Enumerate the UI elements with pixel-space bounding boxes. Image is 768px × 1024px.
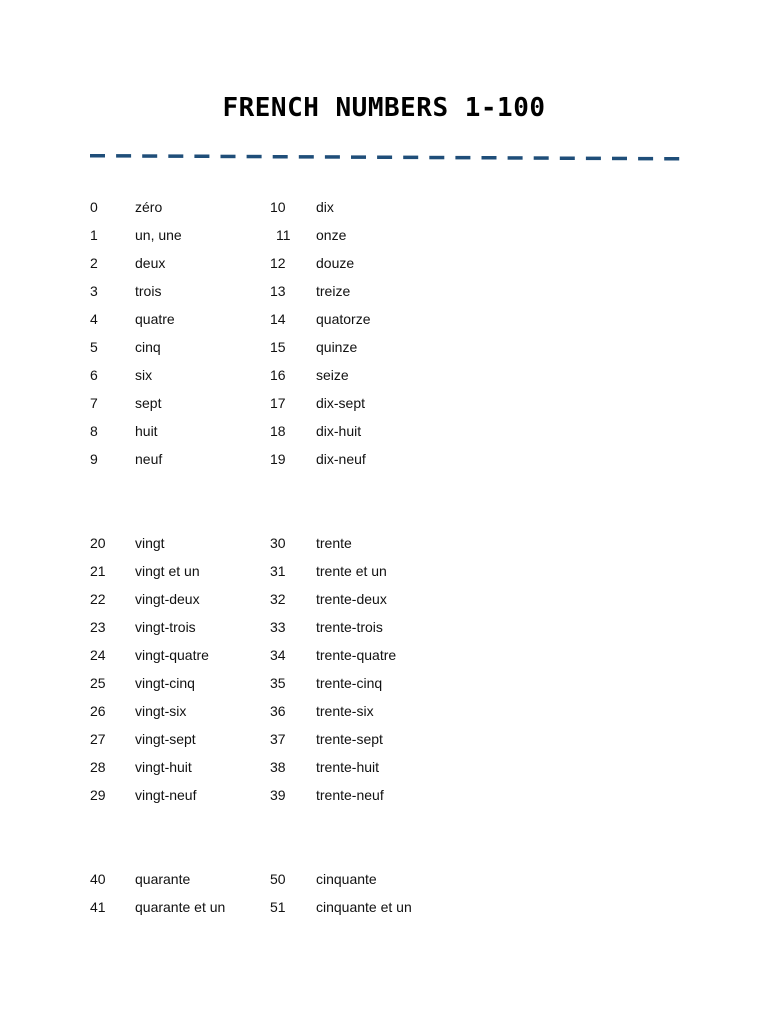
number-digit: 36 [270,703,286,719]
number-digit: 8 [90,423,98,439]
number-word: vingt-sept [135,731,196,747]
number-word: quatorze [316,311,371,327]
divider-dash [168,154,183,158]
number-digit: 32 [270,591,286,607]
divider-dash [403,156,418,160]
table-row [0,871,768,899]
divider-dash [194,155,209,159]
number-digit: 38 [270,759,286,775]
number-word: vingt-trois [135,619,196,635]
number-digit: 29 [90,787,106,803]
number-word: vingt et un [135,563,200,579]
number-word: cinquante et un [316,899,412,915]
number-word: dix-huit [316,423,362,439]
divider-dash [377,156,392,160]
number-word: trente et un [316,563,387,579]
divider-dash [273,155,288,159]
number-word: trente [316,535,352,551]
number-digit: 40 [90,871,106,887]
number-word: trente-trois [316,619,383,635]
number-digit: 18 [270,423,286,439]
number-word: cinq [135,339,161,355]
number-word: deux [135,255,166,271]
divider-dash [90,154,105,158]
number-word: trente-neuf [316,787,384,803]
number-word: onze [316,227,347,243]
number-digit: 30 [270,535,286,551]
number-word: trente-huit [316,759,380,775]
divider-dash [508,156,523,160]
number-digit: 0 [90,199,98,215]
number-word: sept [135,395,162,411]
divider-dash [221,155,236,159]
dashed-divider [90,150,687,162]
number-word: trente-deux [316,591,387,607]
table-row [0,199,768,227]
number-digit: 37 [270,731,286,747]
number-word: dix-neuf [316,451,366,467]
number-word: quarante [135,871,191,887]
table-row [0,731,768,759]
divider-dash [638,157,653,161]
number-digit: 15 [270,339,286,355]
number-digit: 5 [90,339,98,355]
divider-dash [142,154,157,158]
number-table-40-51 [0,871,768,927]
number-digit: 23 [90,619,106,635]
number-word: un, une [135,227,182,243]
table-row [0,311,768,339]
number-digit: 26 [90,703,106,719]
table-row [0,451,768,479]
divider-dash [299,155,314,159]
table-row [0,619,768,647]
number-digit: 4 [90,311,98,327]
number-word: trente-cinq [316,675,383,691]
table-row [0,339,768,367]
number-digit: 50 [270,871,286,887]
number-word: huit [135,423,158,439]
table-row [0,395,768,423]
number-digit: 7 [90,395,98,411]
number-word: vingt-deux [135,591,200,607]
table-row [0,703,768,731]
number-digit: 1 [90,227,98,243]
table-row [0,591,768,619]
number-word: trente-six [316,703,374,719]
number-word: quinze [316,339,358,355]
number-word: vingt-six [135,703,187,719]
number-word: zéro [135,199,163,215]
number-word: dix-sept [316,395,366,411]
divider-dash [612,157,627,161]
divider-dash [351,155,366,159]
number-word: dix [316,199,334,215]
table-row [0,675,768,703]
number-word: douze [316,255,355,271]
number-digit: 11 [276,227,291,243]
divider-dash [664,157,679,161]
number-digit: 10 [270,199,286,215]
divider-dash [534,156,549,160]
number-word: cinquante [316,871,377,887]
number-digit: 21 [90,563,106,579]
table-row [0,787,768,815]
number-digit: 24 [90,647,106,663]
number-digit: 20 [90,535,106,551]
number-word: vingt-quatre [135,647,209,663]
table-row [0,899,768,927]
number-word: six [135,367,153,383]
number-digit: 25 [90,675,106,691]
divider-dash [482,156,497,160]
number-word: treize [316,283,351,299]
number-digit: 13 [270,283,286,299]
table-row [0,283,768,311]
number-word: vingt-huit [135,759,192,775]
number-digit: 16 [270,367,286,383]
number-word: vingt-cinq [135,675,195,691]
table-row [0,535,768,563]
number-digit: 19 [270,451,286,467]
number-digit: 39 [270,787,286,803]
number-digit: 28 [90,759,106,775]
table-row [0,423,768,451]
number-digit: 51 [270,899,286,915]
number-digit: 14 [270,311,286,327]
divider-dash [247,155,262,159]
number-word: trente-quatre [316,647,397,663]
divider-dash [429,156,444,160]
divider-dashes [90,154,679,161]
number-digit: 34 [270,647,286,663]
number-digit: 2 [90,255,98,271]
number-word: quatre [135,311,175,327]
number-word: trente-sept [316,731,383,747]
number-digit: 27 [90,731,106,747]
number-table-0-19 [0,199,768,479]
number-digit: 33 [270,619,286,635]
number-digit: 31 [270,563,286,579]
table-row [0,759,768,787]
number-digit: 3 [90,283,98,299]
number-word: neuf [135,451,163,467]
number-digit: 22 [90,591,106,607]
number-word: trois [135,283,162,299]
table-row [0,227,768,255]
number-word: vingt-neuf [135,787,197,803]
number-word: vingt [135,535,165,551]
table-row [0,367,768,395]
page-title: FRENCH NUMBERS 1-100 [222,93,546,123]
divider-dash [560,157,575,161]
divider-dash [325,155,340,159]
number-table-20-39 [0,535,768,815]
divider-dash [586,157,601,161]
number-digit: 12 [270,255,286,271]
table-row [0,563,768,591]
number-digit: 17 [270,395,286,411]
number-digit: 35 [270,675,286,691]
divider-dash [455,156,470,160]
number-digit: 9 [90,451,98,467]
number-digit: 41 [90,899,106,915]
table-row [0,255,768,283]
divider-dash [116,154,131,158]
number-digit: 6 [90,367,98,383]
table-row [0,647,768,675]
number-word: seize [316,367,349,383]
number-word: quarante et un [135,899,226,915]
